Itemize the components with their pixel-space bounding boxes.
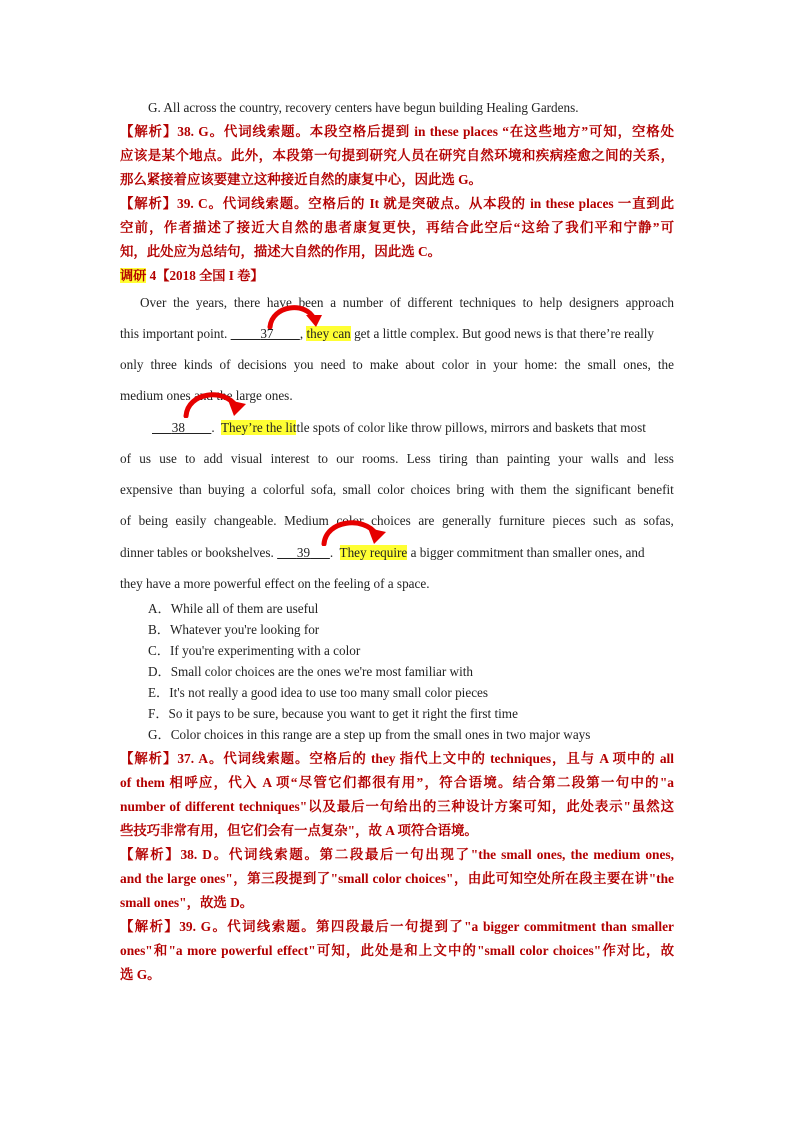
analysis-37-line2: of them 相呼应，代入 A 项“尽管它们都很有用”，符合语境。结合第二段第一句中的"a (120, 775, 674, 790)
analysis-38-prev-line3: 那么紧接着应该要建立这种接近自然的康复中心，因此选 G。 (120, 172, 482, 187)
arrow-icon-39 (318, 514, 390, 546)
text-segment: tle spots of color like throw pillows, mirrors and baskets that most (296, 420, 646, 435)
section-title-rest: 4【2018 全国 I 卷】 (146, 268, 264, 283)
analysis-38-prev-line1: 【解析】38. G。代词线索题。本段空格后提到 in these places “在这些地方”可知，空格处 (120, 124, 674, 139)
option-f: F．So it pays to be sure, because you want to get it right the first time (148, 706, 518, 721)
analysis-38-line1: 【解析】38. D。代词线索题。第二段最后一句出现了"the small ones, the medium ones, (120, 847, 674, 862)
analysis-37-line4: 些技巧非常有用，但它们会有一点复杂"，故 A 项符合语境。 (120, 823, 478, 838)
passage-p2-line4: of being easily changeable. Medium color choices are generally furniture pieces such as sofas, (120, 513, 674, 528)
blank-39: 39 (296, 545, 311, 560)
analysis-38-line3: small ones"，故选 D。 (120, 895, 254, 910)
passage-p2-line1: 38 . They’re the little spots of color like throw pillows, mirrors and baskets that most (152, 419, 646, 437)
analysis-39-line1: 【解析】39. G。代词线索题。第四段最后一句提到了"a bigger commitment than smaller (120, 919, 674, 934)
option-e: E．It's not really a good idea to use too many small color pieces (148, 685, 489, 700)
text-segment: a bigger commitment than smaller ones, and (407, 545, 645, 560)
text-segment: dinner tables or bookshelves. (120, 545, 278, 560)
option-g: G．Color choices in this range are a step up from the small ones in two major ways (148, 727, 591, 742)
text-segment: get a little complex. But good news is that there’re really (350, 326, 655, 341)
option-b: B．Whatever you're looking for (148, 622, 320, 637)
blank-38: 38 (171, 420, 185, 435)
option-c: C．If you're experimenting with a color (148, 643, 361, 658)
analysis-37-line3: number of different techniques"以及最后一句给出的三种设计方案可知，此处表示"虽然这 (120, 799, 674, 814)
analysis-39-prev-line3: 知，此处应为总结句，描述大自然的作用，因此选 C。 (120, 244, 442, 259)
analysis-39-line3: 选 G。 (120, 967, 161, 982)
analysis-39-line2: ones"和"a more powerful effect"可知，此处是和上文中的"small color choices"作对比，故 (120, 943, 674, 958)
analysis-38-line2: and the large ones"，第三段提到了"small color choices"，由此可知空处所在段主要在讲"the (120, 871, 674, 886)
analysis-39-prev-line2: 空前，作者描述了接近大自然的患者康复更快，再结合此空后“这给了我们平和宁静”可 (120, 220, 674, 235)
highlight-they-can: they can (306, 326, 351, 341)
arrow-icon-38 (178, 386, 250, 418)
analysis-39-prev-line1: 【解析】39. C。代词线索题。空格后的 It 就是突破点。从本段的 in these places 一直到此 (120, 196, 674, 211)
passage-p1-line3: only three kinds of decisions you need to make about color in your home: the small ones, the (120, 357, 674, 372)
option-a: A．While all of them are useful (148, 601, 319, 616)
passage-p2-line6: they have a more powerful effect on the feeling of a space. (120, 576, 430, 591)
highlight-they-require: They require (339, 545, 408, 560)
passage-p1-line1: Over the years, there have been a number of different techniques to help designers approach (140, 295, 674, 310)
section-title-prefix: 调研 (120, 268, 147, 283)
section-title (120, 267, 264, 285)
text-segment: this important point. (120, 326, 231, 341)
option-d: D．Small color choices are the ones we're most familiar with (148, 664, 474, 679)
passage-p1-line2: this important point. 37 , they can get a little complex. But good news is that there’re really (120, 326, 655, 341)
highlight-theyre-the-lit: They’re the lit (221, 420, 297, 435)
arrow-icon-37 (262, 299, 324, 329)
analysis-37-line1: 【解析】37. A。代词线索题。空格后的 they 指代上文中的 techniques，且与 A 项中的 all (120, 751, 674, 766)
passage-p2-line2: of us use to add visual interest to our rooms. Less tiring than painting your walls and less (120, 451, 674, 466)
passage-p2-line3: expensive than buying a colorful sofa, small color choices bring with them the significant benefit (120, 482, 674, 497)
passage-p2-line5: dinner tables or bookshelves. 39 . They require a bigger commitment than smaller ones, and (120, 545, 645, 560)
option-g-previous: G. All across the country, recovery centers have begun building Healing Gardens. (148, 100, 579, 115)
blank-37: 37 (260, 326, 274, 341)
analysis-38-prev-line2: 应该是某个地点。此外，本段第一句提到研究人员在研究自然环境和疾病痊愈之间的关系， (120, 148, 674, 163)
passage-p1-line4: medium ones and the large ones. (120, 388, 293, 403)
